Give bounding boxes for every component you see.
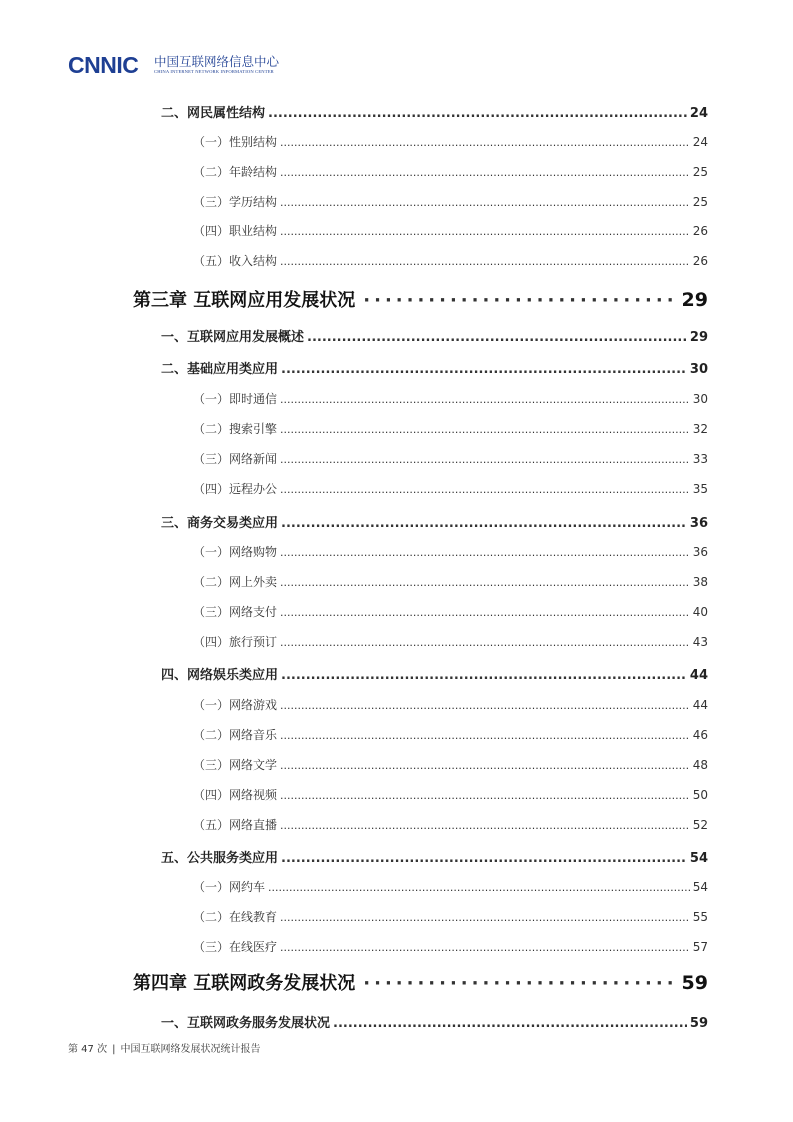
toc-entry-label: 四、网络娱乐类应用 [161, 668, 279, 683]
toc-section-entry[interactable] [161, 664, 708, 683]
toc-subsection-entry[interactable] [193, 908, 708, 925]
toc-leader-dots [280, 789, 690, 802]
toc-subsection-entry[interactable] [193, 133, 708, 150]
toc-leader-dots [307, 330, 687, 345]
toc-entry-label: （二）搜索引擎 [193, 422, 278, 436]
toc-subsection-entry[interactable] [193, 163, 708, 180]
toc-entry-label: 一、互联网政务服务发展状况 [161, 1016, 331, 1031]
toc-entry-label: （五）网络直播 [193, 818, 278, 832]
cnnic-logo: CNNIC [68, 52, 139, 78]
toc-section-entry[interactable] [161, 326, 708, 345]
toc-leader-dots [333, 1016, 687, 1031]
toc-entry-page-number: 26 [692, 224, 708, 238]
footer-report-title: 中国互联网络发展状况统计报告 [120, 1044, 261, 1055]
toc-leader-dots [280, 483, 690, 496]
toc-subsection-entry[interactable] [193, 603, 708, 620]
org-name-cn: 中国互联网络信息中心 [154, 54, 280, 69]
toc-leader-dots [281, 516, 687, 531]
toc-leader-dots [280, 911, 690, 924]
toc-entry-label: （三）在线医疗 [193, 940, 278, 954]
toc-entry-page-number: 36 [689, 516, 708, 531]
toc-section-entry[interactable] [161, 358, 708, 377]
toc-entry-page-number: 24 [689, 106, 708, 121]
toc-entry-label: （四）旅行预订 [193, 635, 278, 649]
toc-entry-page-number: 26 [692, 254, 708, 268]
toc-leader-dots [280, 423, 690, 436]
toc-entry-page-number: 54 [689, 851, 708, 866]
toc-entry-page-number: 29 [681, 289, 708, 311]
toc-entry-page-number: 48 [692, 758, 708, 772]
toc-chapter-entry[interactable] [133, 969, 708, 995]
toc-entry-label: （三）网络支付 [193, 605, 278, 619]
toc-entry-page-number: 40 [692, 605, 708, 619]
toc-subsection-entry[interactable] [193, 390, 708, 407]
toc-entry-page-number: 30 [692, 392, 708, 406]
toc-entry-label: （四）网络视频 [193, 788, 278, 802]
toc-entry-page-number: 36 [692, 545, 708, 559]
toc-leader-dots [280, 166, 690, 179]
toc-chapter-entry[interactable] [133, 286, 708, 312]
toc-leader-dots [280, 759, 690, 772]
toc-entry-page-number: 24 [692, 135, 708, 149]
toc-entry-label: （二）年龄结构 [193, 165, 278, 179]
toc-leader-dots [363, 290, 673, 311]
toc-entry-page-number: 25 [692, 165, 708, 179]
toc-leader-dots [268, 881, 690, 894]
toc-entry-page-number: 57 [692, 940, 708, 954]
toc-entry-label: （四）远程办公 [193, 482, 278, 496]
toc-entry-label: （一）即时通信 [193, 392, 278, 406]
toc-entry-label: 二、网民属性结构 [161, 106, 266, 121]
toc-leader-dots [280, 136, 690, 149]
toc-entry-page-number: 35 [692, 482, 708, 496]
toc-entry-page-number: 44 [692, 698, 708, 712]
toc-entry-page-number: 43 [692, 635, 708, 649]
toc-subsection-entry[interactable] [193, 252, 708, 269]
toc-leader-dots [268, 106, 687, 121]
footer-issue: 第 47 次 [68, 1044, 108, 1055]
toc-leader-dots [280, 729, 690, 742]
toc-entry-label: （五）收入结构 [193, 254, 278, 268]
org-name-en: CHINA INTERNET NETWORK INFORMATION CENTER [154, 69, 274, 74]
toc-leader-dots [280, 636, 690, 649]
toc-subsection-entry[interactable] [193, 480, 708, 497]
toc-subsection-entry[interactable] [193, 816, 708, 833]
toc-entry-page-number: 25 [692, 195, 708, 209]
toc-entry-label: （三）学历结构 [193, 195, 278, 209]
toc-section-entry[interactable] [161, 847, 708, 866]
toc-subsection-entry[interactable] [193, 756, 708, 773]
toc-leader-dots [281, 362, 687, 377]
toc-entry-page-number: 52 [692, 818, 708, 832]
toc-entry-page-number: 50 [692, 788, 708, 802]
toc-entry-label: （二）网上外卖 [193, 575, 278, 589]
toc-entry-label: 第三章 互联网应用发展状况 [133, 290, 356, 311]
toc-subsection-entry[interactable] [193, 222, 708, 239]
toc-subsection-entry[interactable] [193, 573, 708, 590]
toc-entry-label: 一、互联网应用发展概述 [161, 330, 305, 345]
toc-leader-dots [280, 606, 690, 619]
toc-leader-dots [280, 453, 690, 466]
toc-subsection-entry[interactable] [193, 193, 708, 210]
toc-entry-label: （一）网络购物 [193, 545, 278, 559]
toc-leader-dots [280, 546, 690, 559]
toc-entry-page-number: 46 [692, 728, 708, 742]
toc-entry-page-number: 29 [689, 330, 708, 345]
toc-entry-label: （三）网络新闻 [193, 452, 278, 466]
toc-entry-page-number: 59 [681, 972, 708, 994]
toc-entry-label: （一）网约车 [193, 880, 266, 894]
toc-entry-label: （三）网络文学 [193, 758, 278, 772]
toc-subsection-entry[interactable] [193, 786, 708, 803]
toc-subsection-entry[interactable] [193, 938, 708, 955]
toc-leader-dots [280, 393, 690, 406]
toc-subsection-entry[interactable] [193, 696, 708, 713]
toc-entry-page-number: 33 [692, 452, 708, 466]
toc-entry-label: 三、商务交易类应用 [161, 516, 279, 531]
toc-entry-label: 五、公共服务类应用 [161, 851, 279, 866]
toc-entry-label: （四）职业结构 [193, 224, 278, 238]
toc-subsection-entry[interactable] [193, 420, 708, 437]
toc-entry-label: （二）网络音乐 [193, 728, 278, 742]
toc-entry-label: （二）在线教育 [193, 910, 278, 924]
toc-leader-dots [280, 941, 690, 954]
toc-subsection-entry[interactable] [193, 543, 708, 560]
toc-entry-label: 第四章 互联网政务发展状况 [133, 973, 356, 994]
toc-leader-dots [280, 196, 690, 209]
toc-entry-label: （一）网络游戏 [193, 698, 278, 712]
toc-section-entry[interactable] [161, 512, 708, 531]
toc-subsection-entry[interactable] [193, 726, 708, 743]
toc-leader-dots [280, 576, 690, 589]
toc-entry-page-number: 59 [689, 1016, 708, 1031]
toc-leader-dots [281, 851, 687, 866]
toc-entry-page-number: 32 [692, 422, 708, 436]
toc-leader-dots [280, 225, 690, 238]
toc-entry-page-number: 30 [689, 362, 708, 377]
toc-subsection-entry[interactable] [193, 878, 708, 895]
toc-leader-dots [280, 819, 690, 832]
toc-entry-page-number: 55 [692, 910, 708, 924]
toc-entry-page-number: 54 [692, 880, 708, 894]
toc-subsection-entry[interactable] [193, 633, 708, 650]
toc-entry-page-number: 38 [692, 575, 708, 589]
toc-section-entry[interactable] [161, 102, 708, 121]
footer-separator: | [112, 1044, 116, 1055]
toc-subsection-entry[interactable] [193, 450, 708, 467]
toc-leader-dots [280, 699, 690, 712]
toc-entry-label: 二、基础应用类应用 [161, 362, 279, 377]
toc-leader-dots [280, 255, 690, 268]
toc-leader-dots [281, 668, 687, 683]
toc-entry-page-number: 44 [689, 668, 708, 683]
toc-leader-dots [363, 973, 673, 994]
toc-section-entry[interactable] [161, 1012, 708, 1031]
page-footer [68, 1040, 260, 1055]
toc-entry-label: （一）性别结构 [193, 135, 278, 149]
